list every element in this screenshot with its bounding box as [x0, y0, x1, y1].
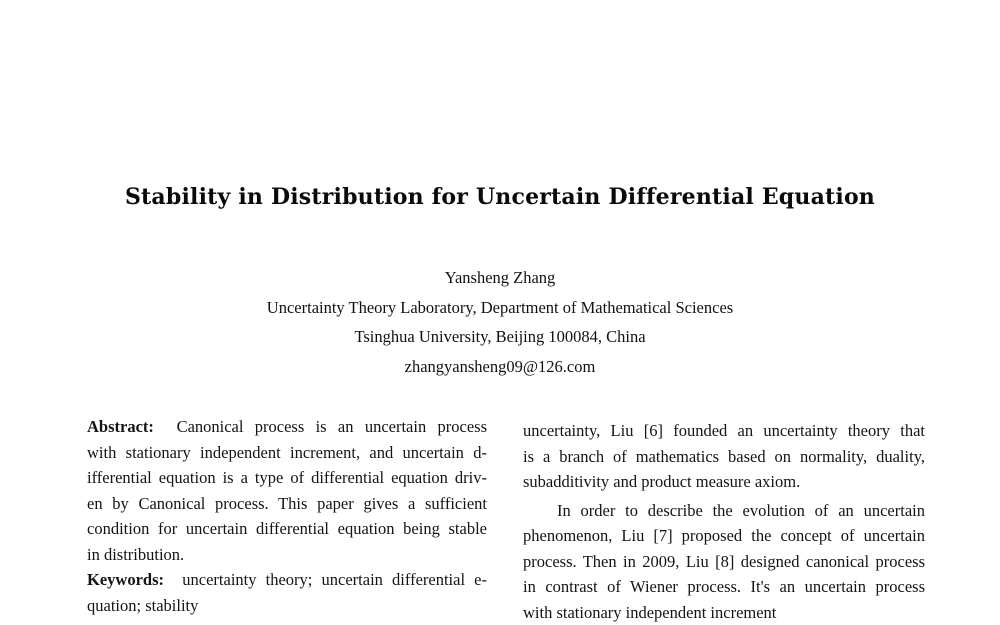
keywords-label: Keywords: [87, 570, 164, 589]
keywords-line [87, 567, 487, 593]
author-block [0, 263, 1000, 381]
body-line: uncertainty, Liu [6] founded an uncertainty theory that [523, 418, 925, 444]
abstract-line: condition for uncertain differential equation being stable [87, 516, 487, 542]
abstract-line: ifferential equation is a type of differential equation driv- [87, 465, 487, 491]
abstract-line: in distribution. [87, 542, 487, 568]
body-line: process. Then in 2009, Liu [8] designed canonical process [523, 549, 925, 575]
keywords-text: uncertainty theory; uncertain differential e- [182, 570, 487, 589]
author-affiliation-line-1: Uncertainty Theory Laboratory, Department of Mathematical Sciences [0, 293, 1000, 323]
abstract-line [87, 414, 487, 440]
body-line: with stationary independent increment [523, 600, 925, 625]
paper-title: Stability in Distribution for Uncertain Differential Equation [0, 184, 1000, 210]
body-line: In order to describe the evolution of an uncertain [523, 498, 925, 524]
keywords-line-2: quation; stability [87, 593, 487, 619]
abstract-label: Abstract: [87, 417, 154, 436]
author-affiliation-line-2: Tsinghua University, Beijing 100084, China [0, 322, 1000, 352]
left-column [87, 414, 487, 618]
abstract-line: en by Canonical process. This paper gives a sufficient [87, 491, 487, 517]
body-line: is a branch of mathematics based on normality, duality, [523, 444, 925, 470]
abstract-text: Canonical process is an uncertain process [177, 417, 487, 436]
body-line: in contrast of Wiener process. It's an uncertain process [523, 574, 925, 600]
author-email[interactable]: zhangyansheng09@126.com [0, 352, 1000, 382]
body-line: subadditivity and product measure axiom. [523, 469, 925, 495]
right-column [523, 418, 925, 625]
abstract-line: with stationary independent increment, and uncertain d- [87, 440, 487, 466]
author-name: Yansheng Zhang [0, 263, 1000, 293]
body-line: phenomenon, Liu [7] proposed the concept of uncertain [523, 523, 925, 549]
